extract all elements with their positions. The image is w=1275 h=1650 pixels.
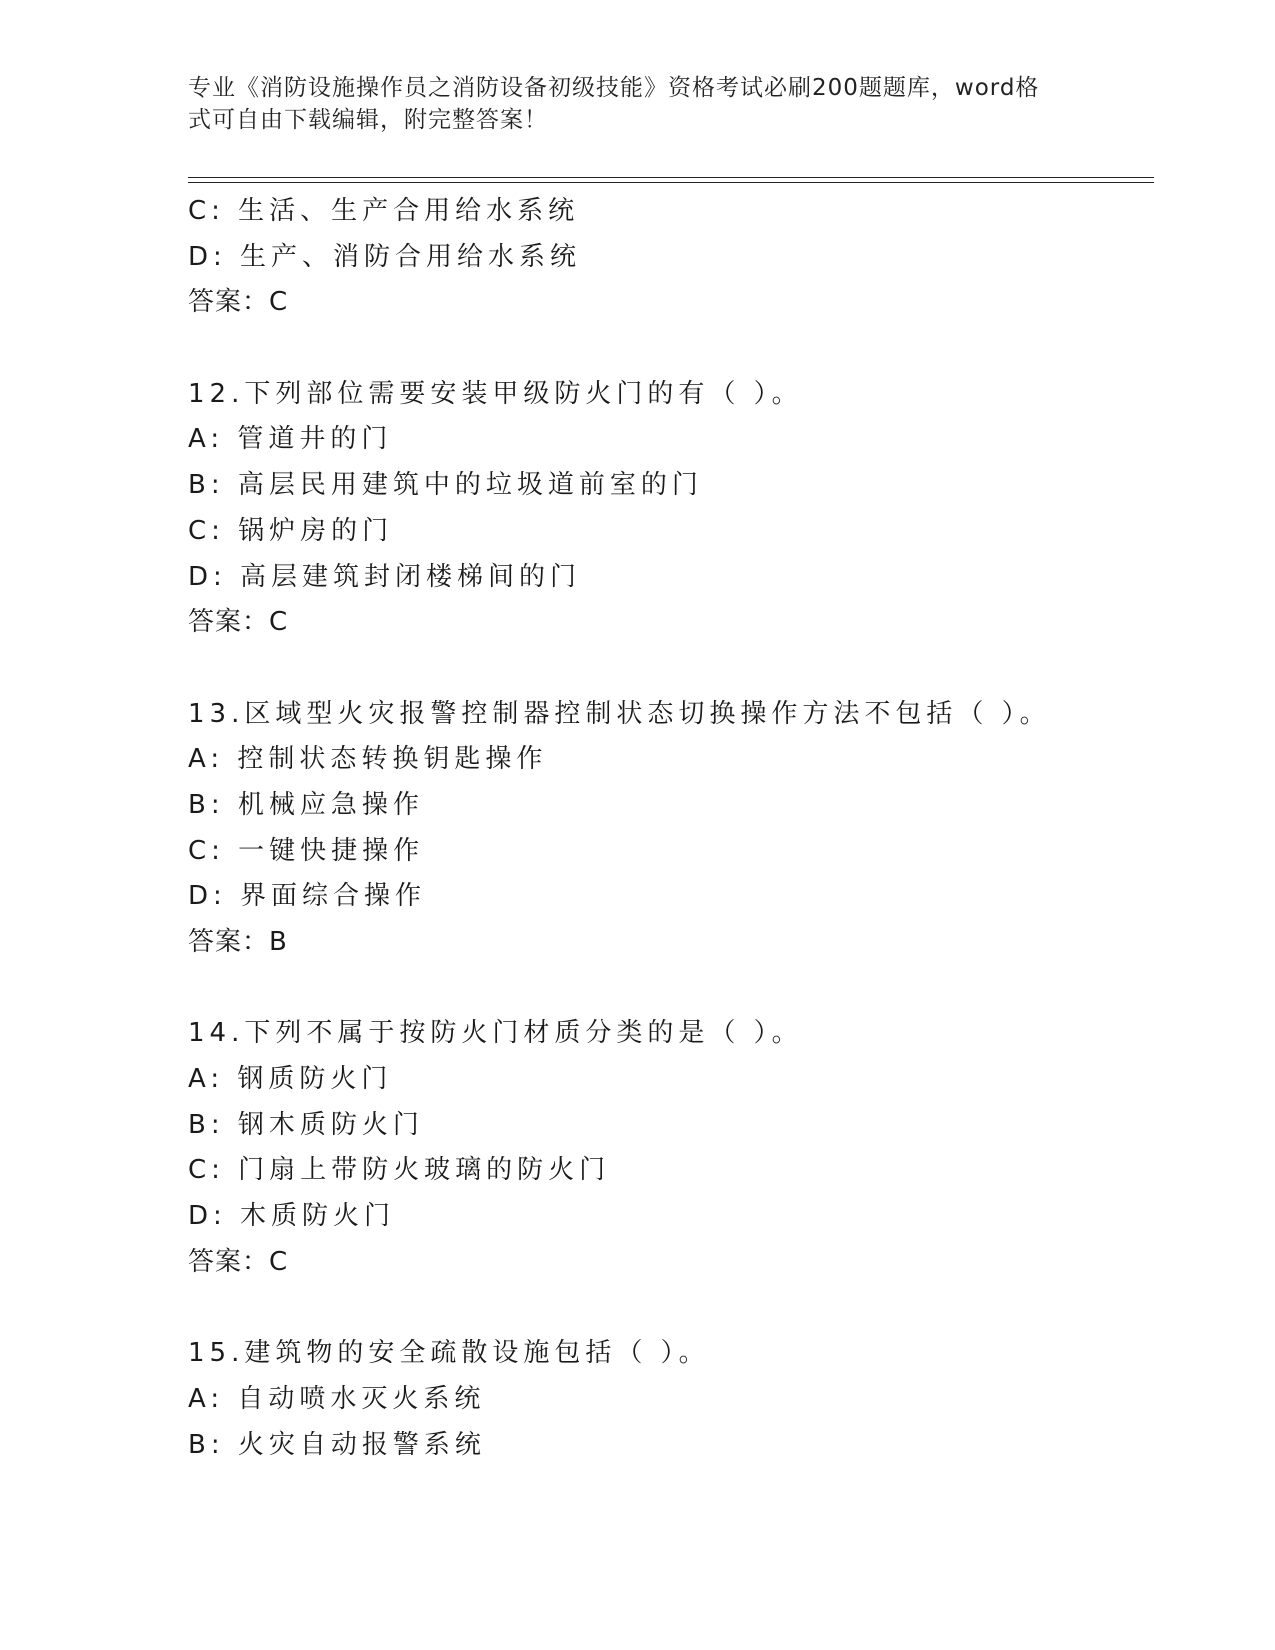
header-divider-bottom (188, 182, 1154, 183)
option-b: B: 火灾自动报警系统 (188, 1429, 486, 1460)
option-b: B: 高层民用建筑中的垃圾道前室的门 (188, 470, 703, 501)
option-a: A: 控制状态转换钥匙操作 (188, 744, 548, 775)
question-block (188, 372, 1148, 646)
header-divider-top (188, 177, 1154, 178)
option-c: C: 门扇上带防火玻璃的防火门 (188, 1155, 611, 1186)
question-stem: 13.区域型火灾报警控制器控制状态切换操作方法不包括（ ）。 (188, 698, 1051, 729)
question-block (188, 189, 1148, 326)
header-line-1: 专业《消防设施操作员之消防设备初级技能》资格考试必刷200题题库，word格 (188, 75, 1040, 101)
question-block (188, 1011, 1148, 1285)
option-d: D: 界面综合操作 (188, 881, 427, 912)
option-b: B: 钢木质防火门 (188, 1109, 424, 1140)
answer-line: 答案：C (188, 287, 289, 318)
document-header (188, 72, 1088, 136)
question-block (188, 692, 1148, 966)
answer-line: 答案：C (188, 1246, 289, 1277)
answer-line: 答案：B (188, 927, 288, 957)
option-c: C: 一键快捷操作 (188, 835, 425, 866)
option-c: C: 锅炉房的门 (188, 515, 394, 546)
answer-line: 答案：C (188, 607, 289, 638)
question-stem: 15.建筑物的安全疏散设施包括（ ）。 (188, 1338, 710, 1369)
option-a: A: 钢质防火门 (188, 1064, 393, 1095)
option-b: B: 机械应急操作 (188, 789, 424, 820)
option-d: D: 生产、消防合用给水系统 (188, 241, 582, 272)
question-list (188, 189, 1148, 1468)
option-a: A: 管道井的门 (188, 424, 393, 455)
option-c: C: 生活、生产合用给水系统 (188, 196, 580, 226)
option-d: D: 高层建筑封闭楼梯间的门 (188, 561, 582, 592)
option-a: A: 自动喷水灭火系统 (188, 1383, 486, 1414)
option-d: D: 木质防火门 (188, 1201, 396, 1232)
question-stem: 14.下列不属于按防火门材质分类的是（ ）。 (188, 1018, 803, 1049)
question-stem: 12.下列部位需要安装甲级防火门的有（ ）。 (188, 378, 803, 409)
question-block (188, 1331, 1148, 1468)
header-line-2: 式可自由下载编辑，附完整答案！ (188, 107, 548, 133)
